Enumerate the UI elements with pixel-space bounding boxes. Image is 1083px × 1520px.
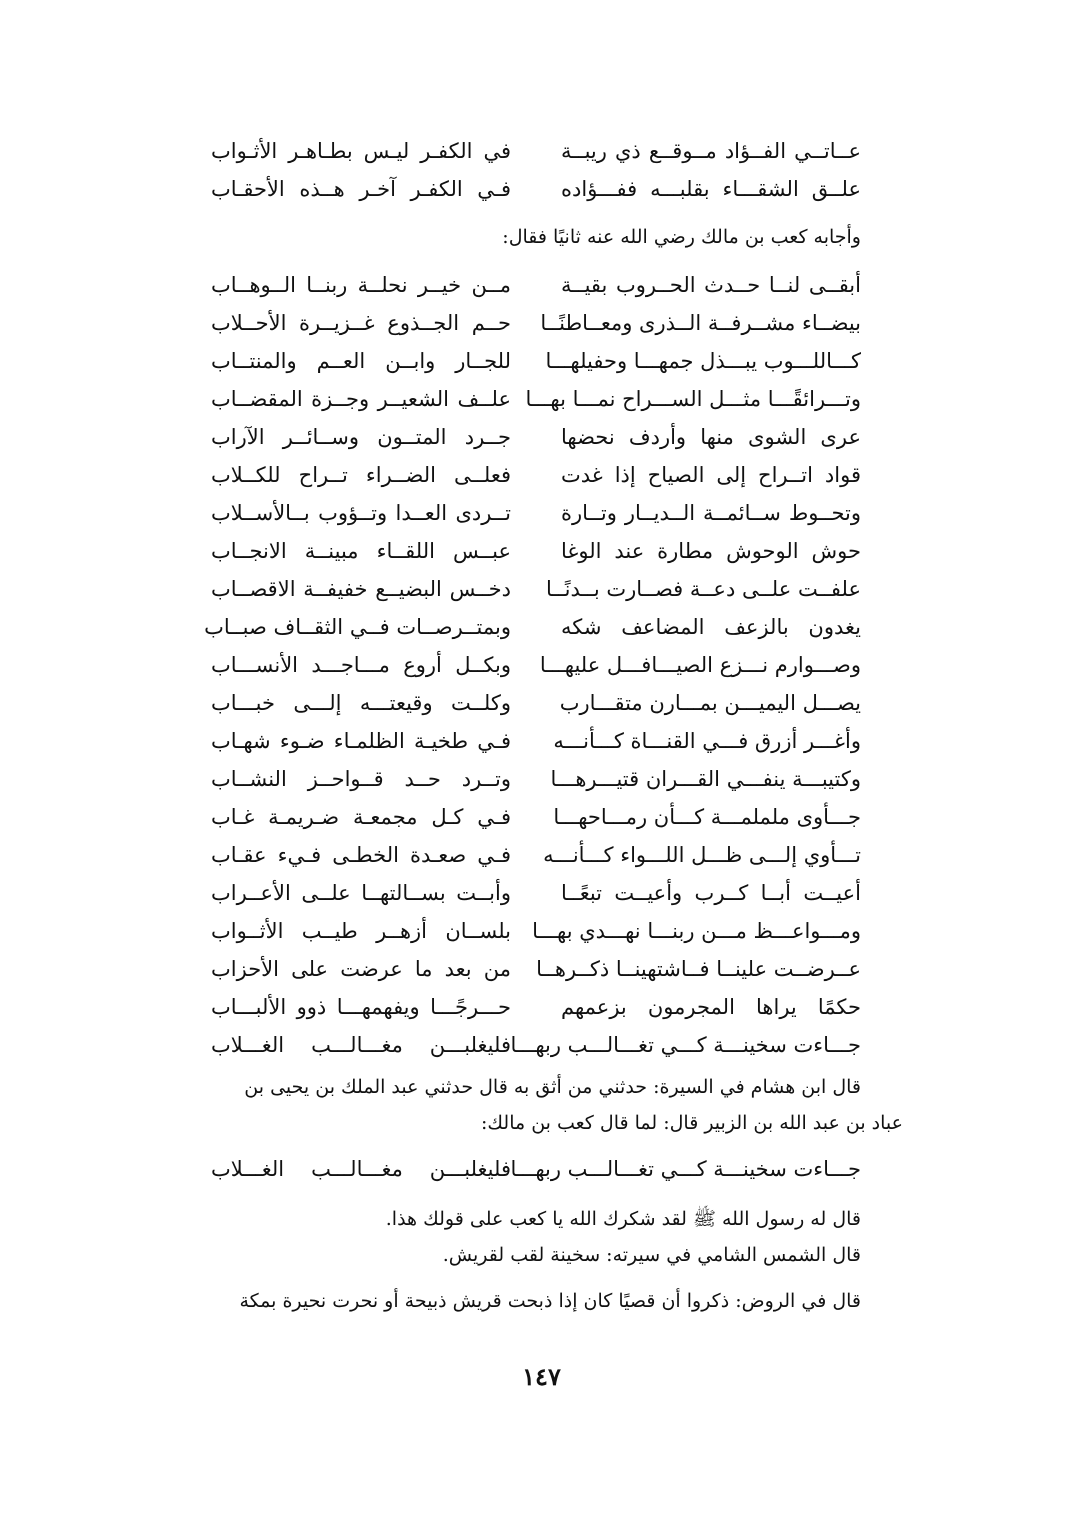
verse-line [211,342,861,380]
first-hemistich: بيضــاء مشــرفــة الــذرى ومعــاطنًــا [540,311,861,335]
first-hemistich: جـــأوى ململمـــة كـــأن رمـــاحهـــا [553,805,861,829]
verse-line [211,684,861,722]
second-hemistich: فـي كـل مجمعـة ضـريمـة غـاب [211,805,511,829]
first-hemistich: أبقــى لنــا حــدث الحــروب بقيــة [561,273,861,297]
first-hemistich: كـــاللـــوب يبـــذل جمهـــا وحفيلهـــا [545,349,861,373]
verses-main [204,266,861,1064]
verse-line [211,760,861,798]
first-hemistich: تـــأوي إلـــى ظـــل اللـــواء كـــأنـــه [543,843,861,867]
verse-line [211,798,861,836]
verse-line [211,532,861,570]
second-hemistich: فليغلبـــن مغـــالـــب الغـــلاب [211,1033,511,1057]
page-number: ١٤٧ [522,1362,561,1391]
second-hemistich: فعلــى الضــراء تــراح للكــلاب [211,463,511,487]
second-hemistich: وأبــت بســالتهــا علــى الأعــراب [211,881,511,905]
second-hemistich: من بعد ما عرضت على الأحزاب [211,957,511,981]
second-hemistich: حـــرجًـــا ويفهمهـــا ذوو الألبـــاب [211,995,511,1019]
first-hemistich: حكمًا يراها المجرمون بزعمهم [561,995,861,1019]
second-hemistich: فـي صعـدة الخطـى فـيء عقـاب [211,843,511,867]
verse-line [211,170,861,208]
verse-line [211,1026,861,1064]
verse-line [211,722,861,760]
first-hemistich: قواد اتــراح إلى الصياح إذا غدت [561,463,861,487]
verse-line [211,912,861,950]
second-hemistich: في الكفـر ليـس بطـاهـر الأثـواب [211,139,511,163]
first-hemistich: جـــاءت سخينـــة كـــي تغـــالـــب ربهـــا [510,1157,861,1181]
verse-repeat [211,1150,861,1188]
verse-line [211,266,861,304]
verse-line [211,456,861,494]
first-hemistich: عرى الشوى منها وأردف نحضها [561,425,861,449]
first-hemistich: جـــاءت سخينـــة كـــي تغـــالـــب ربهـــا [510,1033,861,1057]
second-hemistich: جــرد المتــون وســائــر الآراب [211,425,511,449]
verse-line [211,304,861,342]
first-hemistich: يصـــل اليميـــن بمـــارن متقـــارب [559,691,861,715]
first-hemistich: أعيــت أبــا كــرب وأعيــت تبعًــا [561,881,861,905]
quote-shami: قال الشمس الشامي في سيرته: سخينة لقب لقريش. [442,1244,861,1266]
second-hemistich: فليغلبـــن مغـــالـــب الغـــلاب [211,1157,511,1181]
second-hemistich: فـي الكفـر آخـر هــذه الأحقـاب [211,177,511,201]
second-hemistich: وكلــت وقيعتـــه إلـــى خبـــاب [211,691,511,715]
first-hemistich: حوش الوحوش مطارة عند الوغا [561,539,861,563]
narration-line-1: قال ابن هشام في السيرة: حدثني من أثق به قال حدثني عبد الملك بن يحيى بن [244,1076,861,1098]
second-hemistich: علــف الشعيــر وجــزة المقضــاب [211,387,511,411]
intro-line: وأجابه كعب بن مالك رضي الله عنه ثانيًا فقال: [502,226,861,248]
verse-line [211,1150,861,1188]
first-hemistich: وتـــرائقًـــا مثـــل الســـراح نمـــا بهـــا [525,387,861,411]
first-hemistich: ومـــواعـــظ مـــن ربنـــا نهـــدي بهـــا [532,919,861,943]
second-hemistich: حــم الجــذوع غــزيــرة الأحــلاب [211,311,511,335]
first-hemistich: علفــت علــى دعــة فصــارت بــدنًــا [545,577,861,601]
second-hemistich: مــن خيــر نحلــة ربنــا الــوهــاب [211,273,511,297]
second-hemistich: للجــار وابــن العــم والمنتــاب [211,349,511,373]
verse-line [204,608,861,646]
second-hemistich: وبمتــرصــات فــي الثقــاف صبــاب [204,615,511,639]
second-hemistich: دخــس البضيــع خفيفــة الاقصــاب [211,577,511,601]
verse-line [211,494,861,532]
second-hemistich: وبكــل أروع مـــاجـــد الأنســـاب [211,653,511,677]
first-hemistich: عــاتــي الفــؤاد مــوقــع ذي ريبــة [561,139,861,163]
verse-line [211,570,861,608]
first-hemistich: يغدون بالزعف المضاعف شكه [561,615,861,639]
second-hemistich: وتــرد حــد قــواحــز النشــاب [211,767,511,791]
quote-rawd: قال في الروض: ذكروا أن قصيًا كان إذا ذبحت قريش ذبيحة أو نحرت نحيرة بمكة [239,1290,861,1312]
second-hemistich: عبــس اللقــاء مبينــة الانجــاب [211,539,511,563]
second-hemistich: تــردى العــدا وتــؤوب بــالأســلاب [211,501,511,525]
narration-line-2: عباد بن عبد الله بن الزبير قال: لما قال كعب بن مالك: [480,1112,903,1134]
first-hemistich: وصـــوارم نـــزع الصيـــافـــل عليهـــا [539,653,861,677]
first-hemistich: وكتيبـــة ينفـــي القـــران قتيـــرهـــا [550,767,861,791]
first-hemistich: وأغـــر أزرق فـــي القنـــاة كـــأنـــه [553,729,861,753]
verse-line [211,836,861,874]
verse-line [211,646,861,684]
verses-top [211,132,861,208]
quote-prophet: قال له رسول الله ﷺ لقد شكرك الله يا كعب على قولك هذا. [385,1208,861,1230]
verse-line [211,418,861,456]
first-hemistich: علــق الشقـــاء بقلبـــه ففـــؤاده [561,177,861,201]
verse-line [211,988,861,1026]
verse-line [211,380,861,418]
second-hemistich: بلســان أزهــر طيــب الأثــواب [211,919,511,943]
verse-line [211,950,861,988]
first-hemistich: عــرضــت علينــا فــاشتهينــا ذكــرهــا [536,957,861,981]
verse-line [211,874,861,912]
verse-line [211,132,861,170]
second-hemistich: فـي طخيـة الظلمـاء ضـوء شهـاب [211,729,511,753]
first-hemistich: وتحــوط ســائمــة الــديــار وتــارة [561,501,861,525]
